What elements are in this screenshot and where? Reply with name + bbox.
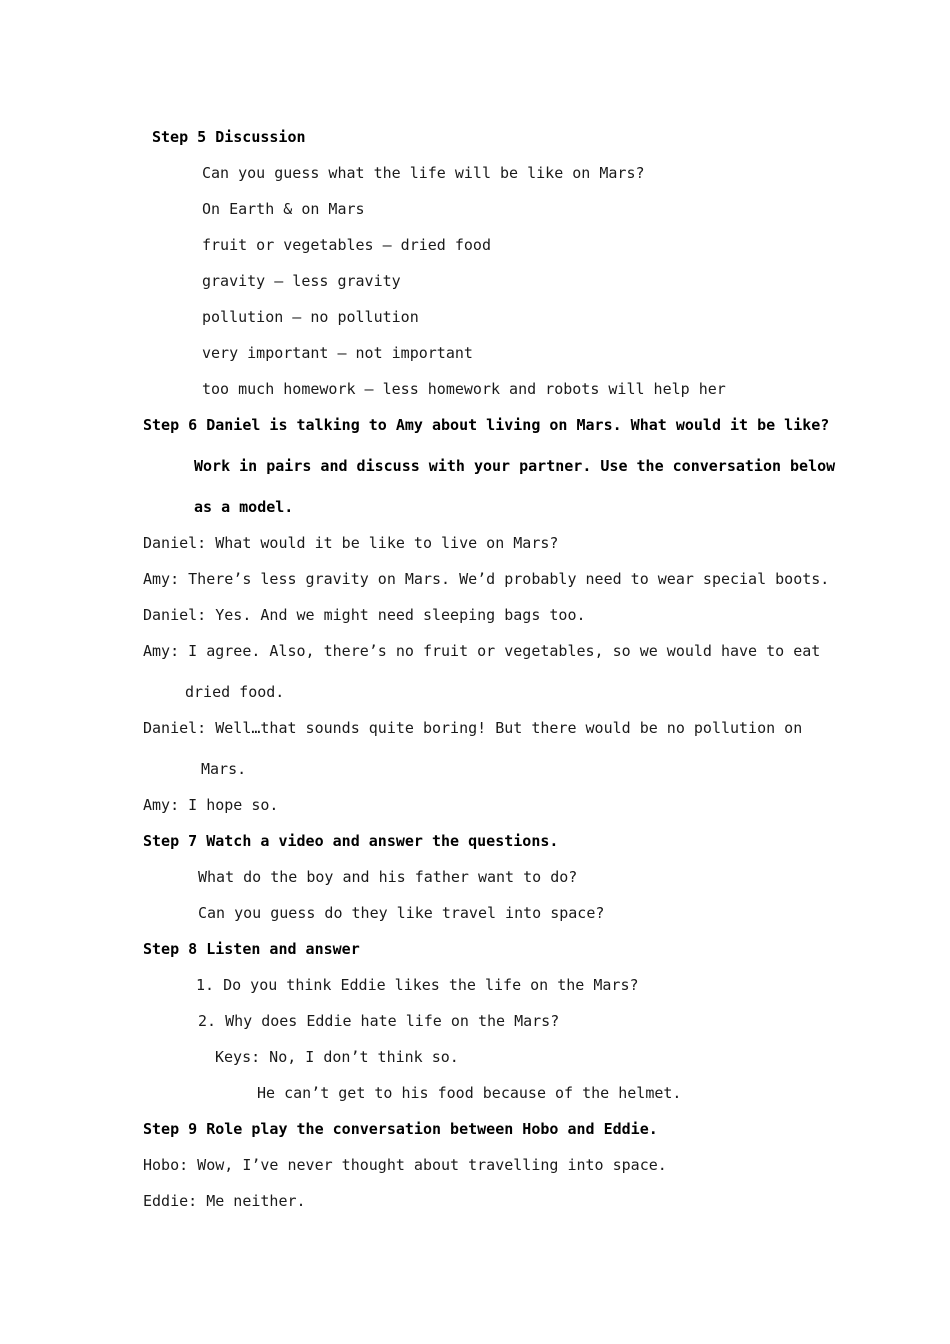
step5-line: On Earth & on Mars bbox=[202, 200, 365, 218]
step5-line: too much homework — less homework and robots will help her bbox=[202, 380, 726, 398]
step9-heading: Step 9 Role play the conversation between Hobo and Eddie. bbox=[143, 1120, 658, 1138]
step7-heading: Step 7 Watch a video and answer the questions. bbox=[143, 832, 559, 850]
step5-heading: Step 5 Discussion bbox=[152, 128, 306, 146]
step5-line: pollution — no pollution bbox=[202, 308, 419, 326]
step5-line: very important — not important bbox=[202, 344, 473, 362]
step8-question: 1. Do you think Eddie likes the life on the Mars? bbox=[196, 976, 639, 994]
dialogue-line: Amy: There’s less gravity on Mars. We’d probably need to wear special boots. bbox=[143, 570, 830, 588]
step6-heading: Step 6 Daniel is talking to Amy about living on Mars. What would it be like? bbox=[143, 416, 830, 434]
dialogue-line: Eddie: Me neither. bbox=[143, 1192, 306, 1210]
step8-keys: He can’t get to his food because of the helmet. bbox=[257, 1084, 682, 1102]
step6-heading-cont: Work in pairs and discuss with your partner. Use the conversation below bbox=[194, 457, 836, 475]
dialogue-line: Daniel: Well…that sounds quite boring! But there would be no pollution on bbox=[143, 719, 803, 737]
dialogue-line: Amy: I hope so. bbox=[143, 796, 279, 814]
step5-line: fruit or vegetables — dried food bbox=[202, 236, 491, 254]
step7-question: What do the boy and his father want to do? bbox=[198, 868, 578, 886]
dialogue-line: Daniel: What would it be like to live on Mars? bbox=[143, 534, 559, 552]
dialogue-line: Amy: I agree. Also, there’s no fruit or vegetables, so we would have to eat bbox=[143, 642, 821, 660]
step7-question: Can you guess do they like travel into space? bbox=[198, 904, 605, 922]
dialogue-line: Daniel: Yes. And we might need sleeping bags too. bbox=[143, 606, 586, 624]
step5-line: gravity — less gravity bbox=[202, 272, 401, 290]
step8-heading: Step 8 Listen and answer bbox=[143, 940, 360, 958]
step8-keys: Keys: No, I don’t think so. bbox=[215, 1048, 459, 1066]
step5-line: Can you guess what the life will be like on Mars? bbox=[202, 164, 645, 182]
step6-heading-cont: as a model. bbox=[194, 498, 294, 516]
step8-question: 2. Why does Eddie hate life on the Mars? bbox=[198, 1012, 560, 1030]
dialogue-line-cont: Mars. bbox=[201, 760, 247, 778]
dialogue-line: Hobo: Wow, I’ve never thought about travelling into space. bbox=[143, 1156, 667, 1174]
dialogue-line-cont: dried food. bbox=[185, 683, 285, 701]
